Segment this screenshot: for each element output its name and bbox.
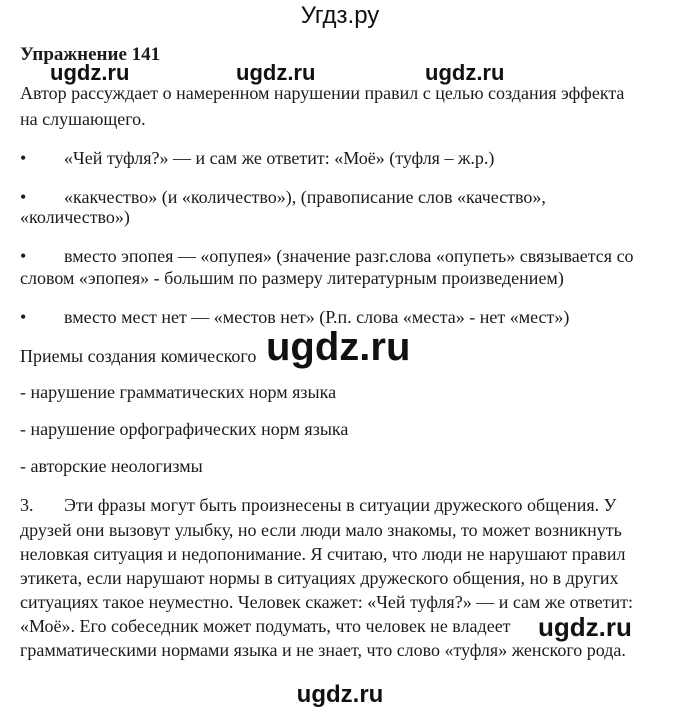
answer-line: Эти фразы могут быть произнесены в ситуации дружеского общения. У <box>64 495 617 515</box>
bullet-text-continuation: «количество») <box>20 207 130 227</box>
answer-line: друзей они вызовут улыбку, но если люди мало знакомы, то может возникнуть <box>20 520 622 540</box>
watermark: ugdz.ru <box>425 60 505 85</box>
watermark: ugdz.ru <box>50 60 130 85</box>
watermark: ugdz.ru <box>236 60 316 85</box>
answer-number: 3. <box>20 495 34 515</box>
watermark: ugdz.ru <box>266 325 411 369</box>
bullet-symbol: • <box>20 307 27 327</box>
bullet-text: «Чей туфля?» — и сам же ответит: «Моё» (туфля – ж.р.) <box>64 148 495 168</box>
bullet-symbol: • <box>20 187 27 207</box>
site-title: Угдз.ру <box>300 2 380 29</box>
intro-line: Автор рассуждает о намеренном нарушении правил с целью создания эффекта <box>20 83 625 103</box>
bullet-text-continuation: словом «эпопея» - большим по размеру литературным произведением) <box>20 268 564 288</box>
technique-item: - нарушение орфографических норм языка <box>20 419 349 439</box>
watermark: ugdz.ru <box>538 612 632 642</box>
answer-line: ситуациях такое неуместно. Человек скажет: «Чей туфля?» — и сам же ответит: <box>20 592 633 612</box>
bullet-symbol: • <box>20 148 27 168</box>
site-footer: ugdz.ru <box>296 681 384 708</box>
bullet-text: вместо мест нет — «местов нет» (Р.п. слова «места» - нет «мест») <box>64 307 570 327</box>
bullet-text: вместо эпопея — «опупея» (значение разг.слова «опупеть» связывается со <box>64 246 634 266</box>
answer-line: неловкая ситуация и недопонимание. Я считаю, что люди не нарушают правил <box>20 544 626 564</box>
techniques-title: Приемы создания комического <box>20 346 257 366</box>
answer-line: этикета, если нарушают нормы в ситуациях дружеского общения, но в других <box>20 568 619 588</box>
technique-item: - нарушение грамматических норм языка <box>20 382 337 402</box>
intro-line: на слушающего. <box>20 109 146 129</box>
bullet-symbol: • <box>20 246 27 266</box>
exercise-heading: Упражнение 141 <box>20 44 161 65</box>
bullet-text: «какчество» (и «количество»), (правописание слов «качество», <box>64 187 546 207</box>
technique-item: - авторские неологизмы <box>20 456 203 476</box>
answer-line: грамматическими нормами языка и не знает, что слово «туфля» женского рода. <box>20 640 626 660</box>
answer-line: «Моё». Его собеседник может подумать, что человек не владеет <box>20 616 511 636</box>
